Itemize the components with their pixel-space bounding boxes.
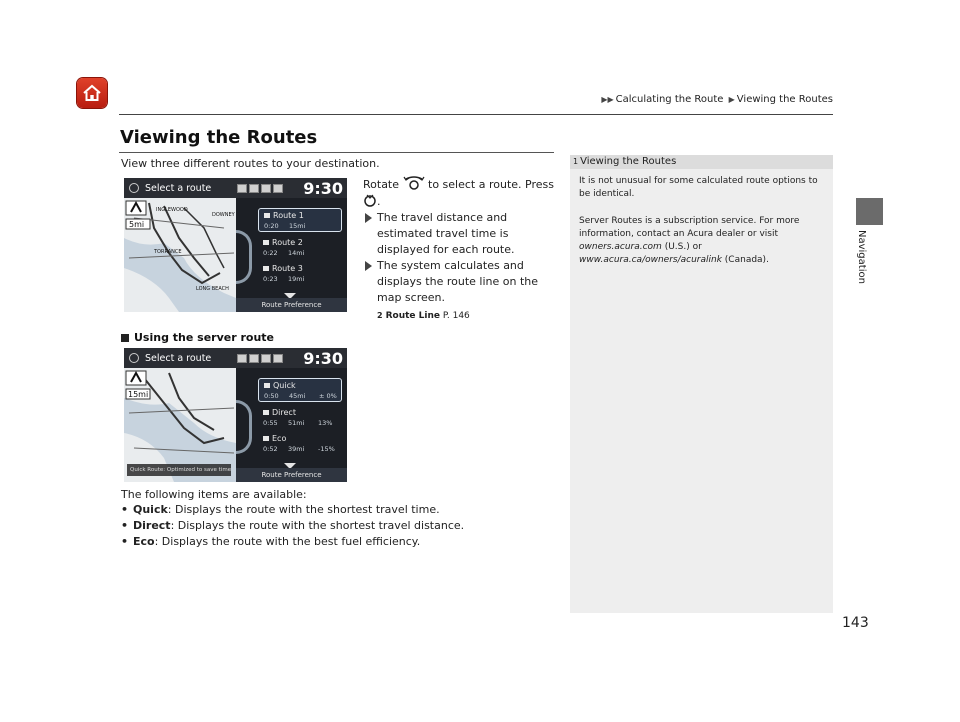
map-label: LONG BEACH — [196, 286, 229, 292]
route-option[interactable]: Route 3 0:23 19mi — [263, 264, 305, 283]
result-note: The travel distance and estimated travel time is displayed for each route. — [363, 210, 555, 258]
result-arrow-icon — [365, 213, 372, 223]
step-instructions: Rotate to select a route. Press . The travel distance and estimated travel time is displayed for each route. The system calculates and displays the route line on the map screen. 2 Route Line P. 146 — [363, 176, 555, 324]
breadcrumb-arrow-icon: ▶▶ — [601, 95, 614, 104]
section-heading: Using the server route — [121, 331, 274, 344]
sidebar-paragraph: It is not unusual for some calculated route options to be identical. — [579, 176, 818, 199]
map-scale: 15mi — [128, 390, 149, 399]
home-button[interactable] — [77, 78, 107, 108]
map-scale: 5mi — [129, 220, 145, 229]
page-title: Viewing the Routes — [120, 127, 318, 148]
route-option-quick[interactable]: Quick 0:50 45mi ± 0% — [258, 378, 342, 402]
note-marker-icon: 1 — [573, 157, 579, 166]
heading-square-icon — [121, 334, 129, 342]
route-preference-button[interactable]: Route Preference — [236, 468, 347, 482]
interface-dial-graphic — [236, 400, 252, 454]
route-option[interactable]: Route 2 0:22 14mi — [263, 238, 305, 257]
sidebar-paragraph: Server Routes is a subscription service. For more information, contact an Acura dealer or visit owners.acura.com (U.S.) or www.acura.ca/owners/acuralink (Canada). — [579, 216, 800, 265]
map-label: TORRANCE — [154, 249, 182, 255]
interface-dial-graphic — [236, 230, 252, 284]
route-list — [236, 198, 347, 312]
status-icons — [237, 184, 283, 193]
interface-dial-press-icon — [363, 193, 377, 207]
map-label: INGLEWOOD — [156, 207, 188, 213]
page-reference[interactable]: 2 Route Line P. 146 — [377, 311, 470, 321]
reference-arrow-icon: 2 — [377, 311, 383, 320]
title-divider — [119, 152, 554, 153]
screen-header — [124, 348, 347, 368]
section-tab[interactable] — [856, 198, 883, 225]
result-note: The system calculates and displays the route line on the map screen. — [363, 258, 555, 306]
clock: 9:30 — [303, 348, 343, 368]
sidebar-note — [570, 155, 833, 613]
screen-title: Select a route — [145, 352, 212, 364]
clock: 9:30 — [303, 178, 343, 198]
route-screen-image — [124, 178, 347, 312]
breadcrumb-arrow-icon: ▶ — [728, 95, 735, 104]
home-icon — [82, 84, 102, 102]
items-intro: The following items are available: — [121, 488, 307, 501]
route-option-eco[interactable]: Eco 0:52 39mi -15% — [263, 434, 335, 453]
header-divider — [119, 114, 833, 115]
screen-header — [124, 178, 347, 198]
screen-title: Select a route — [145, 182, 212, 194]
map-label: DOWNEY — [212, 212, 235, 218]
breadcrumb-item[interactable]: Calculating the Route — [615, 94, 724, 105]
route-list — [236, 368, 347, 482]
map-view — [124, 198, 236, 312]
route-option[interactable]: Route 1 0:20 15mi — [258, 208, 342, 232]
route-hint: Quick Route: Optimized to save time — [127, 464, 231, 476]
link-acura-canada[interactable]: www.acura.ca/owners/acuralink — [579, 255, 722, 265]
interface-dial-icon — [403, 176, 425, 190]
back-icon — [129, 183, 139, 193]
route-preference-button[interactable]: Route Preference — [236, 298, 347, 312]
link-owners-acura[interactable]: owners.acura.com — [579, 242, 662, 252]
list-item: • Direct: Displays the route with the shortest travel distance. — [121, 519, 465, 532]
intro-text: View three different routes to your destination. — [121, 157, 380, 170]
list-item: • Eco: Displays the route with the best fuel efficiency. — [121, 535, 421, 548]
sidebar-note-title: 1 Viewing the Routes — [570, 155, 833, 169]
status-icons — [237, 354, 283, 363]
breadcrumb-item[interactable]: Viewing the Routes — [736, 94, 833, 105]
back-icon — [129, 353, 139, 363]
result-arrow-icon — [365, 261, 372, 271]
section-label: Navigation — [856, 230, 867, 284]
route-option-direct[interactable]: Direct 0:55 51mi 13% — [263, 408, 333, 427]
page-number: 143 — [842, 615, 869, 631]
breadcrumb — [599, 94, 833, 105]
server-route-screen-image — [124, 348, 347, 482]
list-item: • Quick: Displays the route with the shortest travel time. — [121, 503, 440, 516]
